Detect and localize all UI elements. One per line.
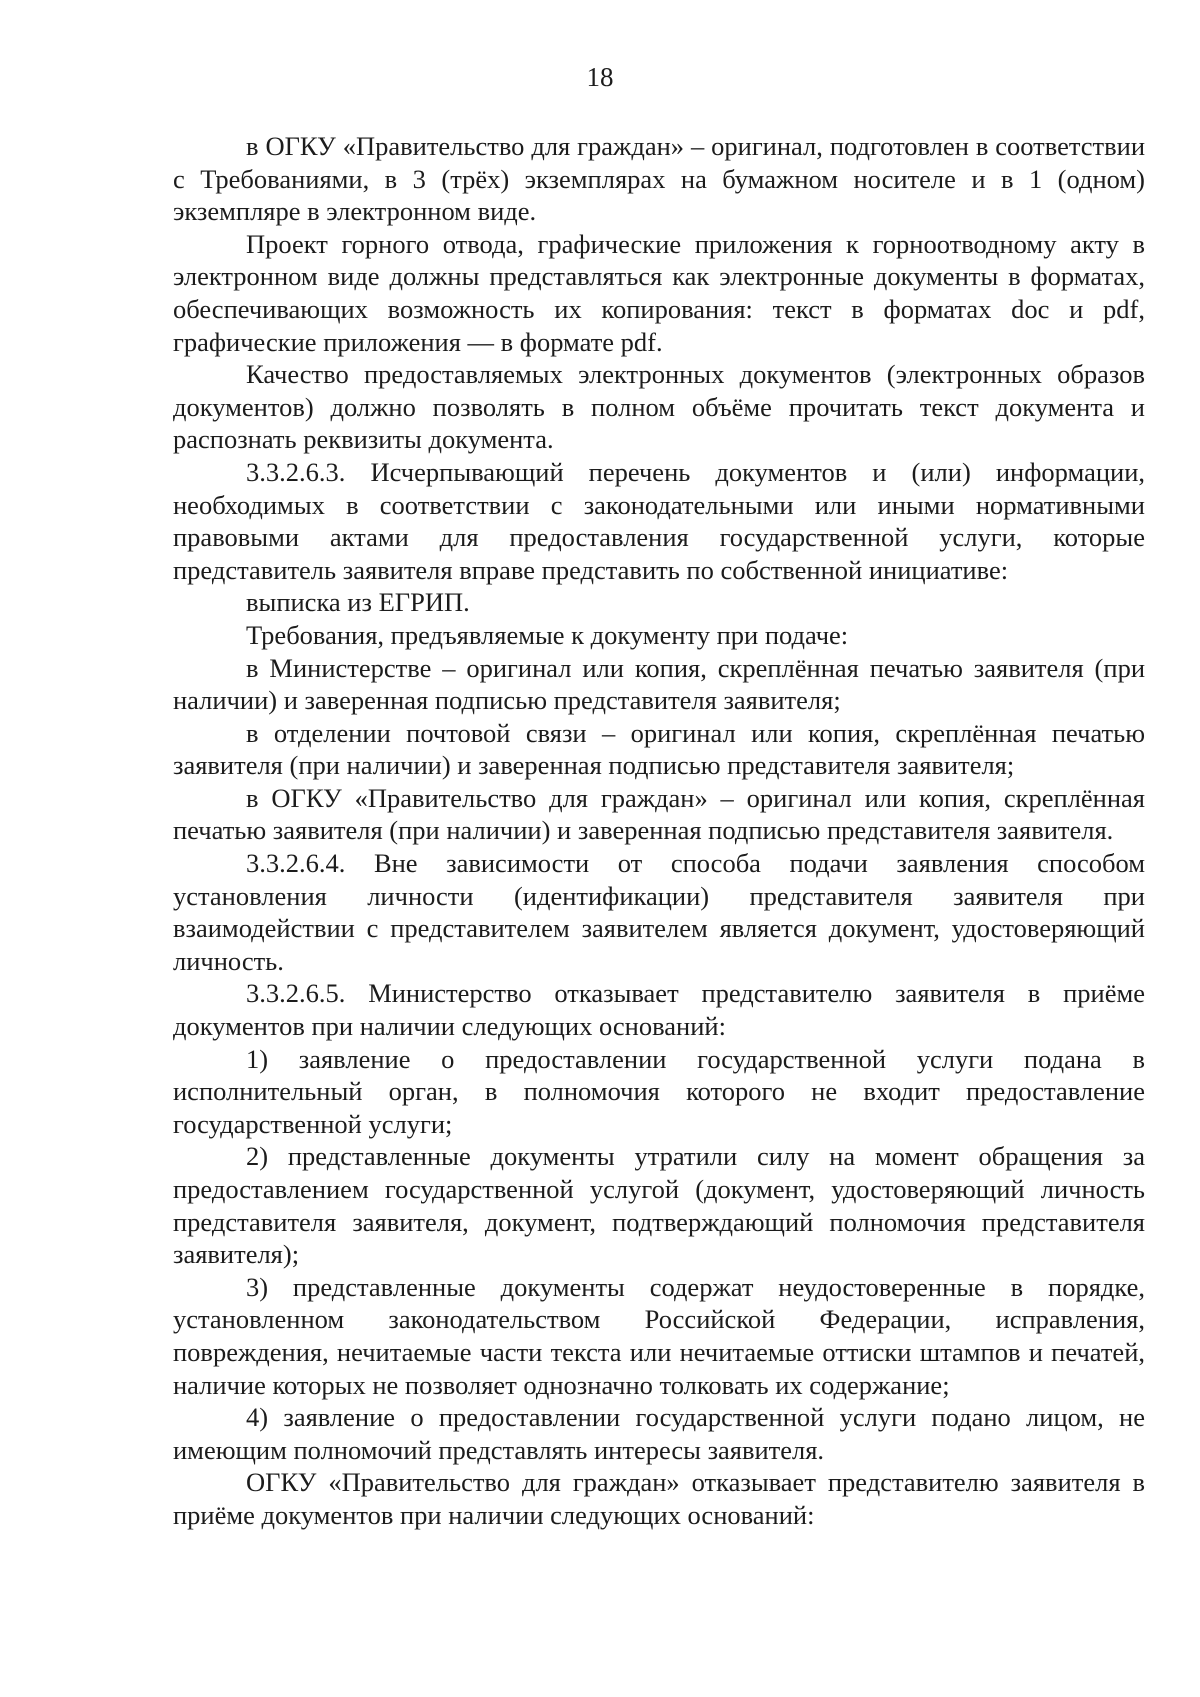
paragraph-3-3-2-6-4: 3.3.2.6.4. Вне зависимости от способа подачи заявления способом установления личности (идентификации) представителя заявителя при взаимодействии с представителем заявителем является документ, удостоверяющий личность. — [173, 848, 1145, 976]
paragraph-ogku-original: в ОГКУ «Правительство для граждан» – оригинал, подготовлен в соответствии с Требованиями, в 3 (трёх) экземплярах на бумажном носителе и в 1 (одном) экземпляре в электронном виде. — [173, 131, 1145, 227]
paragraph-3-3-2-6-5: 3.3.2.6.5. Министерство отказывает представителю заявителя в приёме документов при наличии следующих оснований: — [173, 978, 1145, 1042]
paragraph-ground-2: 2) представленные документы утратили силу на момент обращения за предоставлением государственной услугой (документ, удостоверяющий личность представителя заявителя, документ, подтверждающий полномочия представителя заявителя); — [173, 1141, 1145, 1270]
paragraph-ogku-submission: в ОГКУ «Правительство для граждан» – оригинал или копия, скреплённая печатью заявителя (при наличии) и заверенная подписью представителя заявителя. — [173, 782, 1145, 846]
paragraph-egrip-extract: выписка из ЕГРИП. — [246, 587, 470, 618]
paragraph-ministry-submission: в Министерстве – оригинал или копия, скреплённая печатью заявителя (при наличии) и заверенная подписью представителя заявителя; — [173, 652, 1145, 716]
paragraph-ground-4: 4) заявление о предоставлении государственной услуги подано лицом, не имеющим полномочий представлять интересы заявителя. — [173, 1402, 1145, 1465]
page-number: 18 — [586, 62, 614, 92]
paragraph-document-quality: Качество предоставляемых электронных документов (электронных образов документов) должно позволять в полном объёме прочитать текст документа и распознать реквизиты документа. — [173, 359, 1145, 455]
paragraph-ogku-refusal: ОГКУ «Правительство для граждан» отказывает представителю заявителя в приёме документов при наличии следующих оснований: — [173, 1467, 1145, 1530]
paragraph-3-3-2-6-3: 3.3.2.6.3. Исчерпывающий перечень документов и (или) информации, необходимых в соответствии с законодательными или иными нормативными правовыми актами для предоставления государственной услуги, которые представитель заявителя вправе представить по собственной инициативе: — [173, 456, 1145, 585]
paragraph-ground-1: 1) заявление о предоставлении государственной услуги подана в исполнительный орган, в полномочия которого не входит предоставление государственной услуги; — [173, 1043, 1145, 1139]
paragraph-submission-requirements: Требования, предъявляемые к документу при подаче: — [246, 619, 849, 650]
paragraph-postal-submission: в отделении почтовой связи – оригинал или копия, скреплённая печатью заявителя (при наличии) и заверенная подписью представителя заявителя; — [173, 717, 1145, 781]
document-body — [173, 130, 1145, 1532]
paragraph-ground-3: 3) представленные документы содержат неудостоверенные в порядке, установленном законодательством Российской Федерации, исправления, повреждения, нечитаемые части текста или нечитаемые оттиски штампов и печатей, наличие которых не позволяет однозначно толковать их содержание; — [173, 1271, 1145, 1400]
paragraph-mining-allotment-project: Проект горного отвода, графические приложения к горноотводному акту в электронном виде должны представляться как электронные документы в форматах, обеспечивающих возможность их копирования: текст в форматах doc и pdf, графические приложения — в формате pdf. — [173, 228, 1145, 357]
